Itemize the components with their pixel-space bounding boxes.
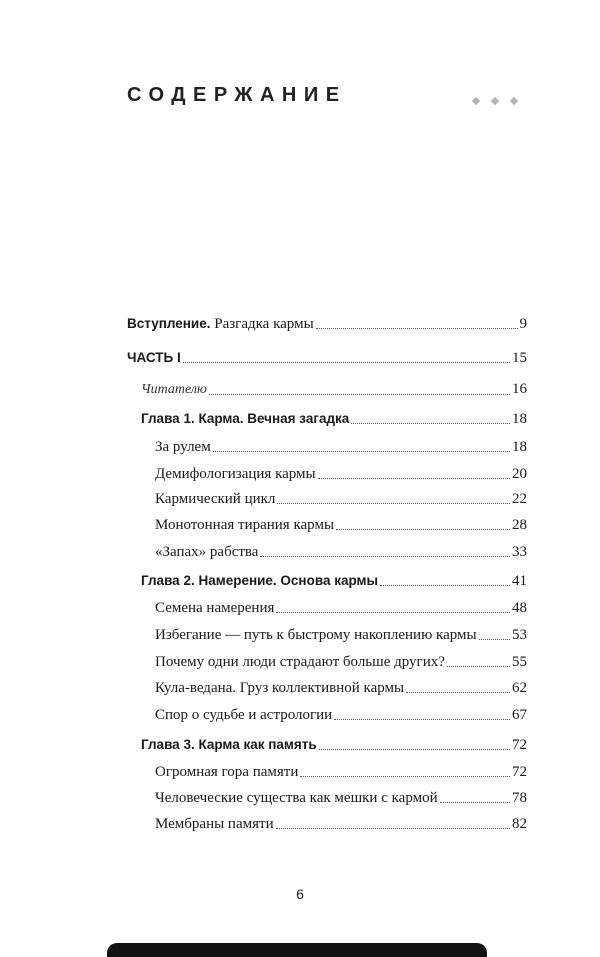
toc-entry-page: 78 <box>512 790 527 806</box>
diamond-icon <box>472 97 480 105</box>
toc-entry-section[interactable] <box>155 543 527 561</box>
leader-dots <box>276 828 510 829</box>
toc-entry-page: 72 <box>512 764 527 780</box>
toc-entry-section[interactable] <box>155 763 527 781</box>
toc-entry-page: 55 <box>512 654 527 670</box>
leader-dots <box>316 328 518 329</box>
toc-entry-chapter-3[interactable] <box>141 736 527 754</box>
leader-dots <box>334 719 510 720</box>
diamond-icon <box>491 97 499 105</box>
toc-entry-title: Кармический цикл <box>155 491 276 507</box>
toc-entry-title: ЧАСТЬ I <box>127 350 181 365</box>
toc-entry-part-1[interactable] <box>127 349 527 367</box>
leader-dots <box>183 362 510 363</box>
toc-entry-title: Избегание — путь к быстрому накоплению кармы <box>155 627 477 643</box>
toc-entry-page: 67 <box>512 707 527 723</box>
leader-dots <box>336 529 510 530</box>
toc-entry-title: Вступление. Разгадка кармы <box>127 316 314 332</box>
toc-entry-page: 53 <box>512 627 527 643</box>
toc-entry-section[interactable] <box>155 516 527 534</box>
toc-entry-page: 72 <box>512 737 527 753</box>
toc-entry-chapter-2[interactable] <box>141 572 527 590</box>
leader-dots <box>276 612 510 613</box>
decorative-diamonds <box>473 91 530 109</box>
toc-entry-title: Глава 2. Намерение. Основа кармы <box>141 573 379 588</box>
leader-dots <box>213 451 510 452</box>
leader-dots <box>380 585 510 586</box>
toc-entry-section[interactable] <box>155 438 527 456</box>
toc-entry-page: 18 <box>512 439 527 455</box>
page-number: 6 <box>296 886 304 902</box>
toc-entry-title: «Запах» рабства <box>155 544 259 560</box>
leader-dots <box>319 749 510 750</box>
toc-entry-page: 22 <box>512 491 527 507</box>
toc-entry-section[interactable] <box>155 599 527 617</box>
toc-entry-to-reader[interactable] <box>141 380 527 399</box>
toc-entry-title: Человеческие существа как мешки с кармой <box>155 790 438 806</box>
toc-entry-page: 82 <box>512 816 527 832</box>
leader-dots <box>300 776 510 777</box>
toc-entry-page: 16 <box>512 381 527 397</box>
toc-entry-page: 33 <box>512 544 527 560</box>
toc-entry-page: 15 <box>512 350 527 366</box>
leader-dots <box>440 802 510 803</box>
toc-entry-page: 41 <box>512 573 527 589</box>
toc-entry-page: 62 <box>512 680 527 696</box>
toc-entry-page: 28 <box>512 517 527 533</box>
toc-entry-title: Монотонная тирания кармы <box>155 517 335 533</box>
leader-dots <box>447 666 510 667</box>
toc-entry-title: Спор о судьбе и астрологии <box>155 707 333 723</box>
toc-entry-page: 9 <box>519 316 527 332</box>
page-title: СОДЕРЖАНИЕ <box>127 84 347 106</box>
leader-dots <box>318 478 510 479</box>
toc-entry-page: 20 <box>512 466 527 482</box>
bottom-toolbar[interactable] <box>107 943 487 957</box>
toc-entry-title: Кула-ведана. Груз коллективной кармы <box>155 680 405 696</box>
toc-entry-title: Глава 1. Карма. Вечная загадка <box>141 411 350 426</box>
toc-entry-title: Почему одни люди страдают больше других? <box>155 654 445 670</box>
toc-entry-section[interactable] <box>155 465 527 483</box>
toc-entry-section[interactable] <box>155 706 527 724</box>
leader-dots <box>277 503 510 504</box>
toc-entry-title: Читателю <box>141 382 207 397</box>
toc-entry-section[interactable] <box>155 653 527 671</box>
leader-dots <box>479 639 510 640</box>
toc-entry-title: Мембраны памяти <box>155 816 274 832</box>
toc-entry-page: 18 <box>512 411 527 427</box>
toc-entry-section[interactable] <box>155 679 527 697</box>
leader-dots <box>406 692 510 693</box>
toc-entry-introduction[interactable] <box>127 315 527 333</box>
toc-entry-title: Семена намерения <box>155 600 275 616</box>
toc-entry-section[interactable] <box>155 789 527 807</box>
toc-entry-title: Глава 3. Карма как память <box>141 737 317 752</box>
leader-dots <box>260 556 510 557</box>
leader-dots <box>351 423 510 424</box>
toc-entry-title: За рулем <box>155 439 211 455</box>
toc-entry-title: Демифологизация кармы <box>155 466 316 482</box>
diamond-icon <box>510 97 518 105</box>
toc-entry-page: 48 <box>512 600 527 616</box>
leader-dots <box>209 394 510 395</box>
toc-entry-chapter-1[interactable] <box>141 410 527 428</box>
toc-entry-title: Огромная гора памяти <box>155 764 299 780</box>
toc-entry-section[interactable] <box>155 490 527 508</box>
toc-entry-section[interactable] <box>155 626 527 644</box>
toc-entry-section[interactable] <box>155 815 527 833</box>
